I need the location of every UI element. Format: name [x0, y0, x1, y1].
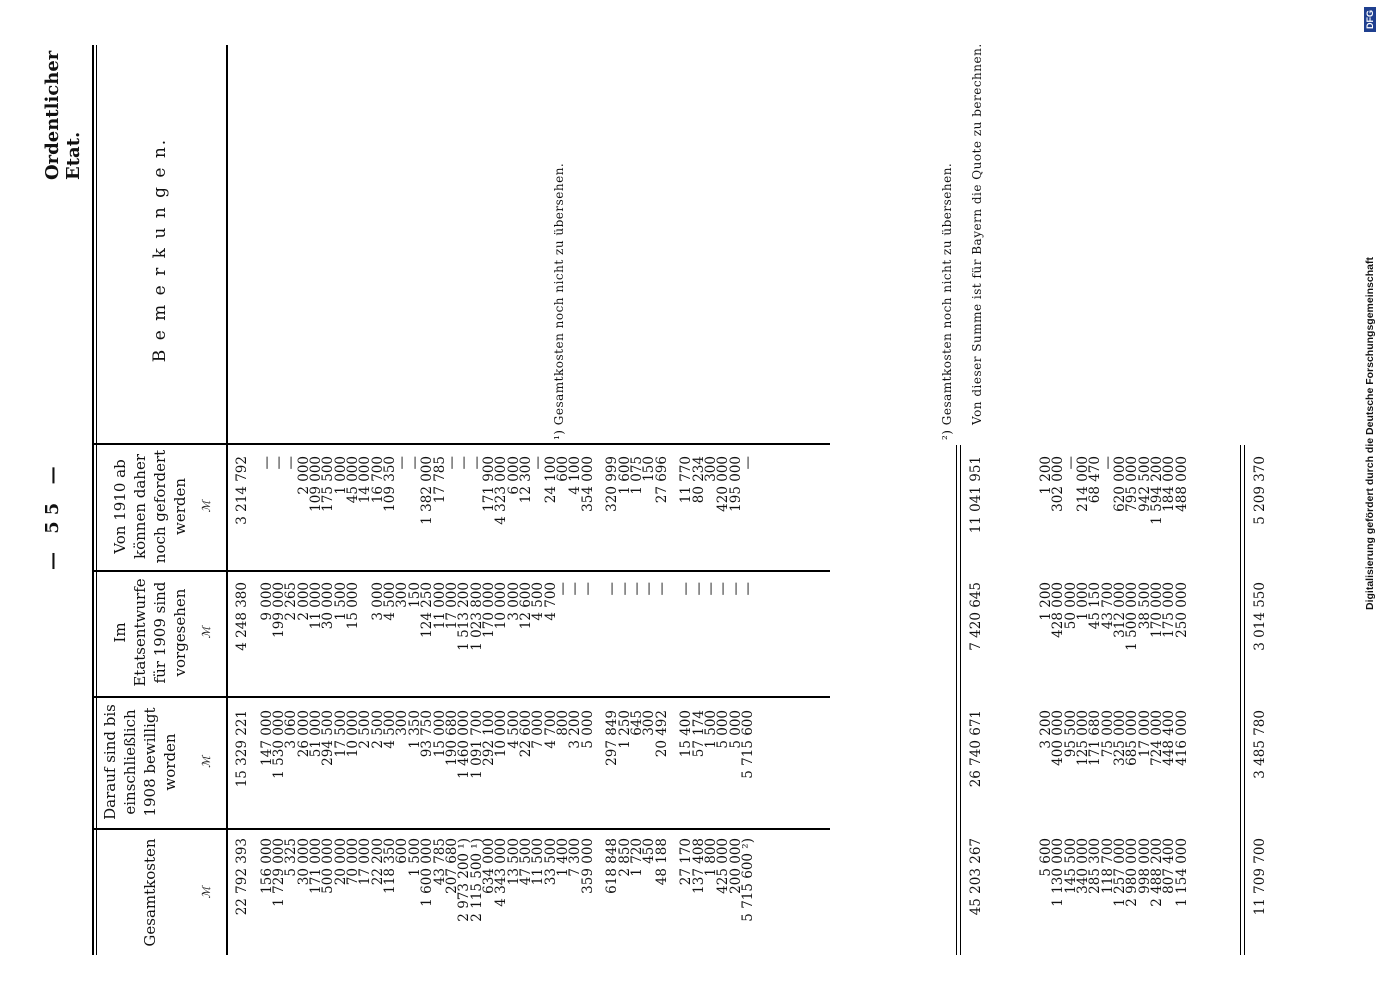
table-cell: 30 000: [320, 582, 337, 630]
table-cell: 4 500: [382, 582, 399, 621]
table-cell: 1 382 000: [419, 456, 436, 525]
table-cell: 1 594 200: [1149, 456, 1166, 525]
table-cell: 93 750: [419, 710, 436, 758]
table-cell: 15 000: [345, 582, 362, 630]
total1-line: [956, 445, 957, 955]
table-cell: 137 408: [690, 838, 707, 894]
header-bemerkungen: B e m e r k u n g e n.: [150, 137, 170, 363]
col-sep-1: [92, 828, 830, 830]
table-cell: 4 343 000: [493, 838, 510, 907]
total2-bewilligt: 3 485 780: [1252, 710, 1268, 779]
table-cell: —: [703, 582, 720, 596]
table-cell: 20 492: [653, 710, 670, 758]
table-cell: —: [283, 456, 300, 470]
total1-gesamt: 45 203 267: [968, 838, 984, 916]
table-cell: 3 000: [505, 582, 522, 621]
table-cell: 1 154 000: [1173, 838, 1190, 907]
table-cell: —: [629, 582, 645, 596]
table-cell: 68 470: [1087, 456, 1104, 504]
table-cell: 5 000: [715, 710, 732, 749]
table-cell: —: [258, 456, 275, 470]
table-cell: 48 188: [653, 838, 670, 886]
table-cell: 38 500: [1136, 582, 1153, 630]
table-cell: 320 999: [604, 456, 621, 512]
table-cell: 14 000: [357, 456, 374, 504]
column-ab1910: [234, 456, 757, 564]
table-cell: 45 000: [345, 456, 362, 504]
total2-etat1909: 3 014 550: [1252, 582, 1268, 651]
table-cell: 1 600: [616, 456, 633, 495]
table-cell: 428 000: [1050, 582, 1067, 638]
table-cell: 147 000: [258, 710, 275, 766]
table-cell: 17 000: [443, 582, 460, 630]
table-cell: 620 000: [1112, 456, 1129, 512]
total2-line: [1240, 445, 1241, 955]
table-cell: 300: [641, 710, 658, 736]
table-cell: 2 850: [616, 838, 633, 877]
col-sep-2: [92, 696, 830, 698]
rule-header-bottom: [226, 45, 228, 955]
table-cell: —: [456, 456, 473, 470]
table-cell: 80 234: [690, 456, 707, 504]
table-cell: 199 000: [271, 582, 288, 638]
table-cell: 17 000: [357, 838, 374, 886]
table-cell: —: [715, 582, 732, 596]
table-cell: 95 500: [1062, 710, 1079, 758]
table-cell: 1 513 200: [456, 582, 473, 651]
header-bewilligt: Darauf sind bis einschließlich 1908 bewilligt worden: [101, 704, 179, 820]
table-cell: 175 500: [320, 456, 337, 512]
table-cell: 33 500: [542, 838, 559, 886]
table-cell: 10 000: [493, 710, 510, 758]
table-cell: 300: [394, 710, 411, 736]
column2-ab1910: [1040, 456, 1188, 564]
table-cell: 10 000: [345, 710, 362, 758]
table-cell: 27 170: [678, 838, 695, 886]
table-cell: 145 500: [1062, 838, 1079, 894]
table-cell: —: [678, 582, 695, 596]
table-cell: 10 000: [493, 582, 510, 630]
table-cell: 27 696: [653, 456, 670, 504]
table-cell: 488 000: [1173, 456, 1190, 512]
rule-left-double-1: [92, 45, 94, 955]
table-cell: 1 500: [332, 582, 349, 621]
table-cell: 4 700: [542, 710, 559, 749]
remark-note-3: Von dieser Summe ist für Bayern die Quote zu berechnen.: [970, 43, 984, 425]
table-cell: 4 700: [542, 582, 559, 621]
table-cell: 1 023 800: [468, 582, 485, 651]
table-cell: —: [468, 456, 485, 470]
table-cell: 998 000: [1136, 838, 1153, 894]
table-cell: 4 248 380: [234, 582, 250, 651]
table-cell: 3 060: [283, 710, 300, 749]
table-cell: 171 680: [1087, 710, 1104, 766]
column2-gesamtkosten: [1040, 838, 1188, 950]
table-cell: —: [579, 582, 596, 596]
table-cell: 1 075: [629, 456, 645, 495]
table-cell: 3 200: [1038, 710, 1054, 749]
table-cell: 51 000: [308, 710, 325, 758]
table-cell: [594, 582, 606, 690]
table-cell: 420 000: [715, 456, 732, 512]
table-cell: 1 200: [1038, 582, 1054, 621]
table-cell: 109 350: [382, 456, 399, 512]
table-cell: 207 680: [443, 838, 460, 894]
table-cell: [668, 582, 680, 690]
table-cell: —: [616, 582, 633, 596]
table-cell: —: [653, 582, 670, 596]
table-cell: 1 000: [332, 456, 349, 495]
table-cell: 70 000: [345, 838, 362, 886]
table-cell: 4 500: [530, 582, 547, 621]
column-bewilligt: [234, 710, 757, 822]
table-cell: 1 400: [554, 838, 571, 877]
table-cell: 43 785: [431, 838, 448, 886]
column-gesamtkosten: [234, 838, 757, 950]
table-cell: 2 980 000: [1124, 838, 1141, 907]
table-cell: 22 600: [517, 710, 534, 758]
table-cell: [248, 456, 260, 564]
table-cell: 11 000: [431, 582, 448, 630]
table-cell: 5 715 600: [740, 710, 757, 779]
table-cell: 2 000: [295, 456, 312, 495]
total2-ab1910: 5 209 370: [1252, 456, 1268, 525]
table-cell: 302 000: [1050, 456, 1067, 512]
table-cell: 190 680: [443, 710, 460, 766]
table-cell: 354 000: [579, 456, 596, 512]
table-cell: 1 000: [1075, 582, 1092, 621]
dfg-logo: DFG: [1364, 7, 1376, 32]
table-cell: 30 000: [295, 838, 312, 886]
table-cell: 685 000: [1124, 710, 1141, 766]
table-cell: —: [740, 582, 757, 596]
table-cell: 800: [554, 710, 571, 736]
table-cell: 448 400: [1161, 710, 1178, 766]
table-cell: 500 000: [320, 838, 337, 894]
table-cell: 5 600: [1038, 838, 1054, 877]
col-sep-3: [92, 570, 830, 572]
unit-bewilligt: ℳ: [200, 756, 213, 768]
table-cell: 17 785: [431, 456, 448, 504]
table-cell: 20 000: [332, 838, 349, 886]
table-cell: 22 792 393: [234, 838, 250, 916]
table-cell: 156 000: [258, 838, 275, 894]
table-cell: —: [554, 582, 571, 596]
header-ab1910: Von 1910 ab können daher noch gefordert werden: [111, 449, 189, 564]
table-cell: 1 500: [406, 838, 423, 877]
table-cell: 3 200: [567, 710, 584, 749]
total2-gesamt: 11 709 700: [1252, 838, 1268, 916]
table-cell: 2 500: [369, 710, 386, 749]
table-cell: —: [271, 456, 288, 470]
table-cell: 807 400: [1161, 838, 1178, 894]
table-cell: 7 000: [530, 710, 547, 749]
col-sep-4: [92, 443, 830, 445]
table-cell: 5 000: [727, 710, 744, 749]
table-cell: 1 720: [629, 838, 645, 877]
table-cell: 416 000: [1173, 710, 1190, 766]
table-cell: 26 000: [295, 710, 312, 758]
table-cell: 300: [703, 456, 720, 482]
table-cell: 1 729 000: [271, 838, 288, 907]
table-cell: 2 000: [295, 582, 312, 621]
table-cell: 250 000: [1173, 582, 1190, 638]
table-cell: 2 488 200: [1149, 838, 1166, 907]
table-cell: 2 265: [283, 582, 300, 621]
table-cell: 24 100: [542, 456, 559, 504]
table-cell: 195 000: [727, 456, 744, 512]
table-cell: —: [1062, 456, 1079, 470]
table-cell: 1 600 000: [419, 838, 436, 907]
table-cell: 5 000: [579, 710, 596, 749]
table-cell: 2 115 500 ¹): [468, 838, 485, 922]
rule-left-double-2: [96, 45, 97, 955]
digitization-credit: Digitalisierung gefördert durch die Deutsche Forschungsgemeinschaft: [1364, 257, 1376, 610]
table-cell: 724 000: [1149, 710, 1166, 766]
table-cell: 3 214 792: [234, 456, 250, 525]
table-cell: 300: [394, 582, 411, 608]
table-cell: 1 800: [703, 838, 720, 877]
table-cell: 1 530 000: [271, 710, 288, 779]
table-cell: 1 257 000: [1112, 838, 1129, 907]
header-etat1909: Im Etatsentwurfe für 1909 sind vorgesehen: [111, 578, 189, 687]
table-cell: 1 200: [1038, 456, 1054, 495]
table-cell: —: [690, 582, 707, 596]
table-cell: —: [641, 582, 658, 596]
table-cell: 214 000: [1075, 456, 1092, 512]
total1-bewilligt: 26 740 671: [968, 710, 984, 788]
column2-bewilligt: [1040, 710, 1188, 822]
table-cell: 3 000: [369, 582, 386, 621]
table-cell: 292 100: [480, 710, 497, 766]
table-cell: 170 000: [480, 582, 497, 638]
table-cell: 4 500: [505, 710, 522, 749]
table-cell: 1 350: [406, 710, 423, 749]
header-gesamtkosten: Gesamtkosten: [141, 838, 159, 947]
unit-etat1909: ℳ: [200, 626, 213, 639]
table-cell: 15 400: [678, 710, 695, 758]
table-cell: 2 973 200 ¹): [456, 838, 473, 922]
table-cell: 618 848: [604, 838, 621, 894]
table-cell: 13 500: [505, 838, 522, 886]
table-cell: 294 500: [320, 710, 337, 766]
table-cell: 634 000: [480, 838, 497, 894]
column2-etat1909: [1040, 582, 1188, 690]
table-cell: 285 300: [1087, 838, 1104, 894]
table-cell: 425 000: [715, 838, 732, 894]
table-cell: 1 500 000: [1124, 582, 1141, 651]
table-cell: 150: [641, 456, 658, 482]
table-cell: 17 500: [332, 710, 349, 758]
remark-note-1: ¹) Gesamtkosten noch nicht zu übersehen.: [552, 162, 566, 440]
table-cell: 22 200: [369, 838, 386, 886]
table-cell: —: [1099, 456, 1116, 470]
table-cell: 4 100: [567, 456, 584, 495]
table-cell: 184 000: [1161, 456, 1178, 512]
table-cell: 170 000: [1149, 582, 1166, 638]
table-cell: 600: [394, 838, 411, 864]
table-cell: —: [604, 582, 621, 596]
table-cell: 16 700: [369, 456, 386, 504]
table-cell: 12 600: [517, 582, 534, 630]
table-cell: 6 000: [505, 456, 522, 495]
table-cell: 359 000: [579, 838, 596, 894]
table-cell: 1 500: [703, 710, 720, 749]
total1-etat1909: 7 420 645: [968, 582, 984, 651]
table-cell: 7 300: [567, 838, 584, 877]
table-cell: 15 000: [431, 710, 448, 758]
column-etat1909: [234, 582, 757, 690]
table-cell: 12 300: [517, 456, 534, 504]
table-cell: 1 250: [616, 710, 633, 749]
table-cell: 645: [629, 710, 645, 736]
running-title: Ordentlicher Etat.: [42, 50, 84, 180]
table-cell: 9 000: [258, 582, 275, 621]
table-cell: 171 900: [480, 456, 497, 512]
table-cell: 5 715 600 ²): [740, 838, 757, 922]
table-cell: 75 000: [1099, 710, 1116, 758]
table-cell: 1 460 000: [456, 710, 473, 779]
table-cell: 15 329 221: [234, 710, 250, 788]
table-cell: 600: [554, 456, 571, 482]
table-cell: 200 000: [727, 838, 744, 894]
table-cell: —: [406, 456, 423, 470]
table-cell: 45 150: [1087, 582, 1104, 630]
table-cell: 118 700: [1099, 838, 1116, 894]
table-cell: 171 000: [308, 838, 325, 894]
table-cell: 11 000: [308, 582, 325, 630]
table-cell: 50 000: [1062, 582, 1079, 630]
table-cell: 942 500: [1136, 456, 1153, 512]
table-cell: 4 500: [382, 710, 399, 749]
table-cell: —: [530, 456, 547, 470]
total2-line-b: [1244, 445, 1245, 955]
page-number: — 55 —: [42, 460, 63, 570]
table-cell: 5 325: [283, 838, 300, 877]
table-cell: —: [567, 582, 584, 596]
table-cell: —: [394, 456, 411, 470]
table-cell: 795 000: [1124, 456, 1141, 512]
table-cell: 450: [641, 838, 658, 864]
table-cell: 1 130 000: [1050, 838, 1067, 907]
table-cell: 1 091 700: [468, 710, 485, 779]
table-cell: 325 000: [1112, 710, 1129, 766]
total1-ab1910: 11 041 951: [968, 456, 984, 534]
table-cell: 11 500: [530, 838, 547, 886]
unit-gesamt: ℳ: [200, 886, 213, 899]
table-cell: 109 000: [308, 456, 325, 512]
table-cell: 150: [406, 582, 423, 608]
table-cell: 11 770: [678, 456, 695, 504]
table-cell: 57 174: [690, 710, 707, 758]
table-cell: 43 700: [1099, 582, 1116, 630]
table-cell: 340 000: [1075, 838, 1092, 894]
table-cell: 312 000: [1112, 582, 1129, 638]
remark-note-2: ²) Gesamtkosten noch nicht zu übersehen.: [940, 162, 954, 440]
table-cell: 17 000: [1136, 710, 1153, 758]
table-cell: 2 500: [357, 710, 374, 749]
table-cell: 124 250: [419, 582, 436, 638]
table-cell: 400 000: [1050, 710, 1067, 766]
table-cell: 118 350: [382, 838, 399, 894]
table-cell: 175 000: [1161, 582, 1178, 638]
table-cell: —: [727, 582, 744, 596]
table-cell: 125 000: [1075, 710, 1092, 766]
table-cell: —: [740, 456, 757, 470]
table-cell: 297 849: [604, 710, 621, 766]
table-cell: 47 500: [517, 838, 534, 886]
total1-line-b: [960, 445, 961, 955]
table-cell: 4 323 000: [493, 456, 510, 525]
unit-ab1910: ℳ: [200, 500, 213, 513]
table-cell: —: [443, 456, 460, 470]
